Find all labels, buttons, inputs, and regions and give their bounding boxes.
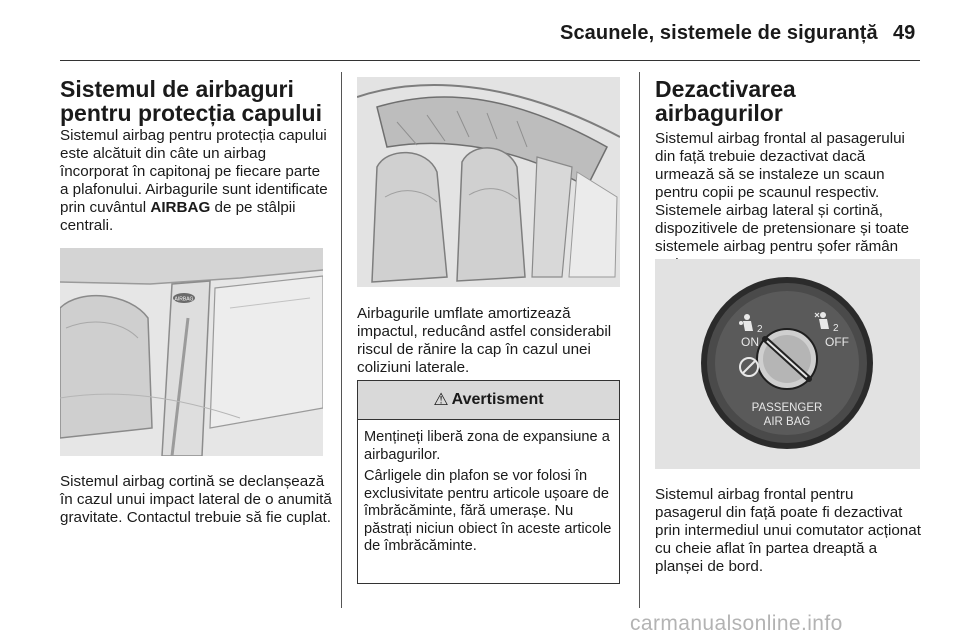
column-divider-right	[639, 72, 640, 608]
section-title-head-airbag: Sistemul de airbaguri pentru protecția capului	[60, 76, 322, 126]
head-airbag-intro	[60, 127, 332, 235]
column-1-text	[60, 77, 332, 235]
warning-title: Avertisment	[451, 391, 544, 408]
airbag-badge-label: AIRBAG	[174, 296, 194, 303]
warning-header	[358, 381, 619, 420]
curtain-airbag-caption: Sistemul airbag cortină se declanșează în cazul unui impact lateral de o anumită gravitate. Contactul trebuie să fie cuplat.	[60, 473, 332, 526]
warning-body	[358, 420, 619, 556]
header-divider	[60, 60, 920, 61]
warning-paragraph-2: Cârligele din plafon se vor folosi în exclusivitate pentru articole ușoare de îmbrăcăminte, fără umerașe. Nu păstrați niciun obiect în aceste articole de îmbrăcăminte.	[364, 468, 612, 554]
deactivation-intro: Sistemul airbag frontal al pasagerului din față trebuie dezactivat dacă urmează să se instaleze un scaun pentru copii pe scaunul respectiv. Sistemele airbag lateral și cortină, dispozitivele de pretensionare și toate sistemele airbag pentru șofer rămân	[655, 130, 910, 255]
column-divider-left	[341, 72, 342, 608]
switch-sub-left: 2	[757, 324, 763, 335]
head-airbag-intro-text: Sistemul airbag pentru protecția capului este alcătuit din câte un airbag încorporat în capitonaj pe fiecare parte a plafonului. Airbagurile sunt identificate prin cuvântul	[60, 127, 328, 216]
warning-box	[357, 380, 620, 584]
inflated-curtain-airbag-figure	[357, 77, 620, 287]
column-3-text	[655, 77, 923, 274]
switch-text-airbag: AIR BAG	[763, 416, 811, 428]
passenger-airbag-switch-figure	[655, 259, 920, 469]
warning-paragraph-1: Mențineți liberă zona de expansiune a airbagurilor.	[364, 429, 610, 463]
switch-on-label: ON	[741, 335, 759, 349]
switch-caption: Sistemul airbag frontal pentru pasagerul din față poate fi dezactivat prin intermediul unui comutator acționat cu cheie aflat în partea dreaptă a planșei de bord.	[655, 486, 921, 575]
page-header-title: Scaunele, sistemele de siguranță	[560, 22, 878, 44]
switch-sub-right: 2	[833, 323, 839, 334]
column-2-caption	[357, 305, 627, 377]
page-number: 49	[893, 22, 916, 44]
section-title-deactivation: Dezactivarea airbagurilor	[655, 76, 796, 126]
b-pillar-airbag-figure	[60, 248, 323, 456]
airbag-keyword: AIRBAG	[150, 199, 211, 216]
watermark: carmanualsonline.info	[630, 612, 843, 635]
column-1-caption	[60, 473, 332, 527]
column-3-caption	[655, 486, 923, 576]
switch-off-label: OFF	[825, 335, 849, 349]
switch-text-passenger: PASSENGER	[751, 402, 823, 414]
head-airbag-intro-end: de pe stâlpii centrali.	[60, 199, 296, 234]
inflated-airbag-caption: Airbagurile umflate amortizează impactul, reducând astfel considerabil riscul de rănire la cap în cazul unei coliziuni laterale.	[357, 305, 612, 376]
warning-icon: ⚠	[433, 390, 449, 409]
